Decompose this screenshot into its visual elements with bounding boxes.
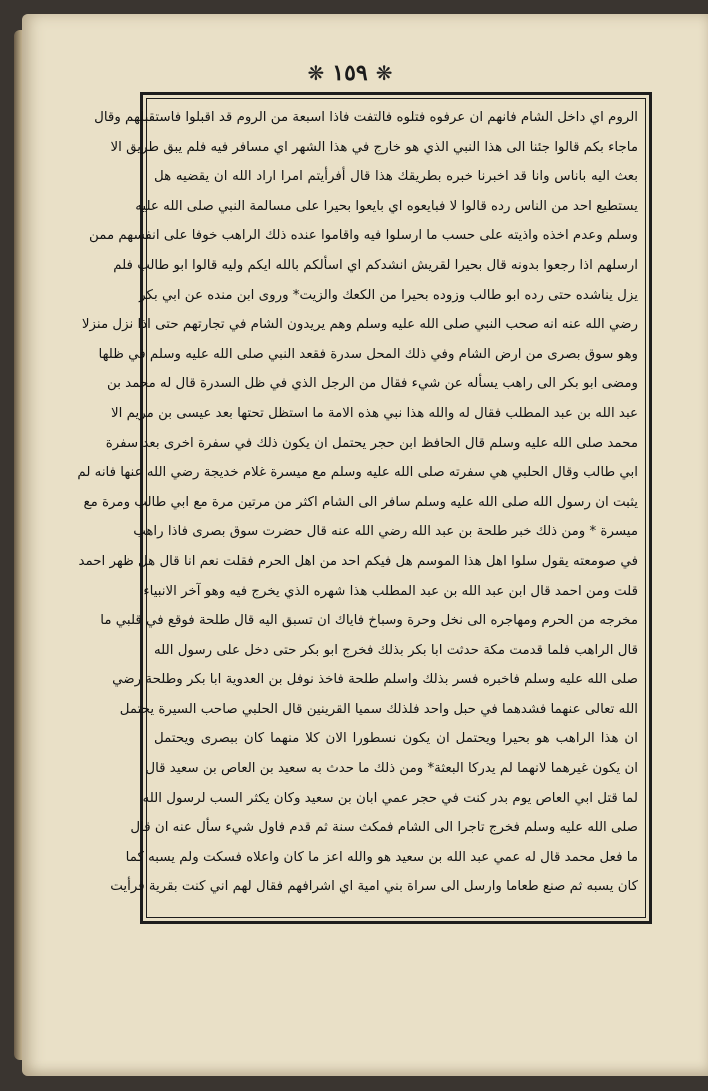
text-line: لما قتل ابي العاص يوم بدر كنت في حجر عمي ابان بن سعيد وكان يكثر السب لرسول الله: [142, 790, 638, 806]
ornament-icon: ❋: [375, 61, 393, 85]
text-line: ابي طالب وقال الحلبي هي سفرته صلى الله عليه وسلم مع ميسرة غلام خديجة رضي الله عنها فانه لم: [77, 465, 638, 481]
ornament-icon: ❋: [307, 61, 325, 85]
text-line: ماجاء بكم قالوا جئنا الى هذا النبي الذي هو خارج في هذا الشهر اي مسافر فيه فلم يبق طريق الا: [110, 139, 638, 155]
text-frame: [77, 92, 652, 924]
text-line: قلت ومن احمد قال ابن عبد الله بن عبد المطلب هذا شهره الذي يخرج فيه وهو آخر الانبياء: [143, 583, 638, 599]
text-line: وهو سوق بصرى من ارض الشام وفي ذلك المحل سدرة فقعد النبي صلى الله عليه وسلم في ظلها: [98, 346, 638, 362]
text-line: الروم اي داخل الشام فانهم ان عرفوه فتلوه فالتفت فاذا اسبعة من الروم قد اقبلوا فاستقبلهم وقال: [94, 110, 638, 125]
text-line: مخرجه من الحرم ومهاجره الى نخل وحرة وسباخ فاياك ان تسبق اليه قال طلحة فوقع في قلبي ما: [100, 613, 638, 629]
text-line: ما فعل محمد قال له عمي عبد الله بن سعيد هو والله اعز ما كان واعلاه فسكت ولم يسبه كما: [125, 849, 638, 865]
page-header: [0, 55, 700, 91]
text-line: صلى الله عليه وسلم فاخبره فسر بذلك واسلم طلحة فاخذ نوفل بن العدوية ابا بكر وطلحة رضي: [112, 672, 638, 688]
text-line: صلى الله عليه وسلم فخرج تاجرا الى الشام فمكث سنة ثم قدم فاول شيء سأل عنه ان قال: [130, 820, 638, 836]
text-line: قال الراهب فلما قدمت مكة حدثت ابا بكر بذلك فخرج ابو بكر حتى دخل على رسول الله: [154, 642, 638, 658]
text-line: كان يسبه ثم صنع طعاما وارسل الى سراة بني امية اي اشرافهم فقال لهم اني كنت بقرية فرأيت: [110, 879, 638, 895]
page-number: ١٥٩: [332, 60, 368, 86]
text-line: يزل يناشده حتى رده ابو طالب وزوده بحيرا من الكعك والزيت* وروى ابن منده عن ابي بكر: [139, 287, 638, 303]
text-line: وسلم وعدم اخذه واذيته على حسب ما ارسلوا فيه واقاموا عنده ذلك الراهب خوفا على انفسهم ممن: [89, 228, 638, 244]
text-line: ومضى ابو بكر الى راهب يسأله عن شيء فقال من الرجل الذي في ظل السدرة قال له محمد بن: [107, 376, 638, 392]
text-line: محمد صلى الله عليه وسلم قال الحافظ ابن حجر يحتمل ان يكون ذلك في سفرة اخرى بعد سفرة: [105, 435, 638, 451]
text-line: ارسلهم اذا رجعوا بدونه قال بحيرا لقريش انشدكم اي اسألكم بالله ايكم وليه قالوا ابو طالب فلم: [113, 257, 638, 273]
text-line: ان يكون غيرهما لانهما لم يدركا البعثة* ومن ذلك ما حدث به سعيد بن العاص بن سعيد قال: [145, 761, 638, 777]
text-line: ميسرة * ومن ذلك خبر طلحة بن عبد الله رضي الله عنه قال حضرت سوق بصرى فاذا راهب: [133, 524, 638, 540]
text-line: ان هذا الراهب هو بحيرا ويحتمل ان يكون نسطورا الان كلا منهما كان ببصرى ويحتمل: [154, 731, 638, 747]
text-line: عبد الله بن عبد المطلب فقال له والله هذا نبي هذه الامة ما استظل تحتها بعد عيسى بن مريم الا: [111, 405, 638, 421]
text-line: الله تعالى عنهما فشدهما في حبل واحد فلذلك سميا القرينين قال الحلبي صاحب السيرة يحتمل: [119, 701, 638, 717]
text-line: يثبت ان رسول الله صلى الله عليه وسلم سافر الى الشام اكثر من مرتين مرة مع ابي طالب ومرة مع: [83, 494, 638, 510]
text-frame-inner: [77, 98, 646, 918]
body-text: [77, 103, 638, 902]
text-line: في صومعته يقول سلوا اهل هذا الموسم هل فيكم احد من اهل الحرم فقلت نعم انا قال هل ظهر احمد: [78, 553, 638, 569]
text-line: يستطيع احد من الناس رده قالوا لا فبايعوه اي بايعوا بحيرا على مسالمة النبي صلى الله عليه: [135, 198, 638, 214]
text-line: رضي الله عنه انه صحب النبي صلى الله عليه وسلم وهم يريدون الشام في تجارتهم حتى اذا نزل منزلا: [81, 317, 638, 333]
text-line: بعث اليه باناس وانا قد اخبرنا خبره بطريقك هذا قال أفرأيتم امرا اراد الله ان يقضيه هل: [154, 169, 638, 185]
